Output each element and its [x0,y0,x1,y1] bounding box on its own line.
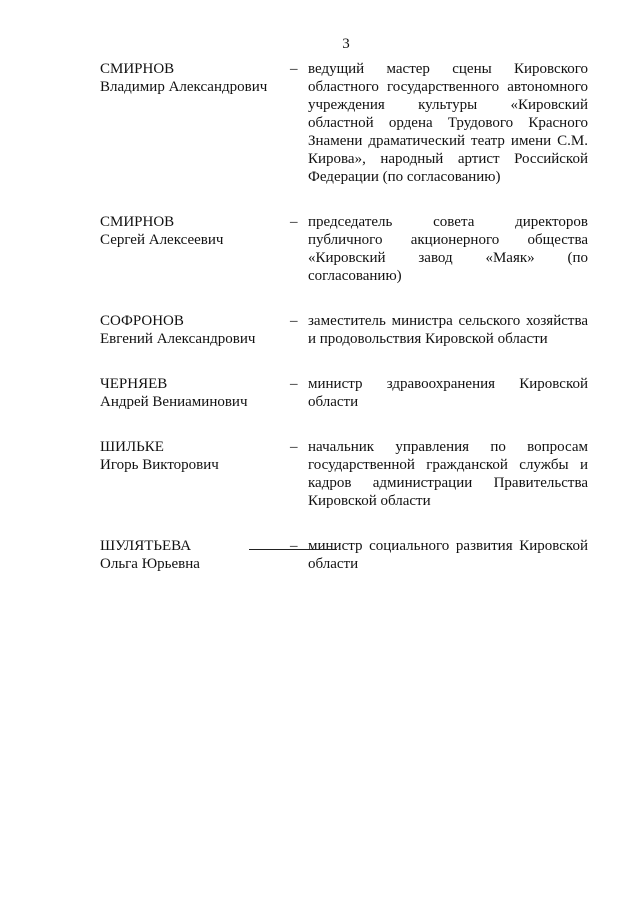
member-role: ведущий мастер сцены Кировского областного государственного автономного учреждения культуры «Кировский областной ордена Трудового Красного Знамени драматический театр имени С.М. Кирова», народный артист Российской Федерации (по согласованию) [308,61,588,185]
entry-dash: – [290,439,298,455]
member-name [100,438,290,474]
entry-dash: – [290,313,298,329]
member-role: председатель совета директоров публичного акционерного общества «Кировский завод «Маяк» (по согласованию) [308,214,588,284]
member-surname: ШИЛЬКЕ [100,439,164,455]
member-name [100,375,290,411]
entry-dash: – [290,538,298,554]
member-given-names: Игорь Викторович [100,457,219,473]
member-entry [100,438,588,510]
member-entry [100,312,588,348]
member-given-names: Владимир Александрович [100,79,268,95]
member-surname: СОФРОНОВ [100,313,184,329]
member-entry [100,213,588,285]
member-surname: ЧЕРНЯЕВ [100,376,168,392]
member-name [100,60,290,96]
member-surname: ШУЛЯТЬЕВА [100,538,192,554]
member-role: заместитель министра сельского хозяйства и продовольствия Кировской области [308,313,588,347]
member-surname: СМИРНОВ [100,214,175,230]
member-role: министр социального развития Кировской области [308,538,588,572]
member-list [100,60,588,600]
member-surname: СМИРНОВ [100,61,175,77]
member-given-names: Андрей Вениаминович [100,394,248,410]
member-given-names: Сергей Алексеевич [100,232,224,248]
page-number: 3 [342,36,350,52]
member-name [100,537,290,573]
entry-dash: – [290,214,298,230]
member-entry [100,60,588,186]
member-name [100,213,290,249]
entry-dash: – [290,61,298,77]
member-entry [100,375,588,411]
member-role: министр здравоохранения Кировской области [308,376,588,410]
member-name [100,312,290,348]
member-role: начальник управления по вопросам государственной гражданской службы и кадров администрации Правительства Кировской области [308,439,588,509]
member-given-names: Ольга Юрьевна [100,556,200,572]
entry-dash: – [290,376,298,392]
member-given-names: Евгений Александрович [100,331,256,347]
member-entry [100,537,588,573]
end-of-list-rule [249,549,337,550]
